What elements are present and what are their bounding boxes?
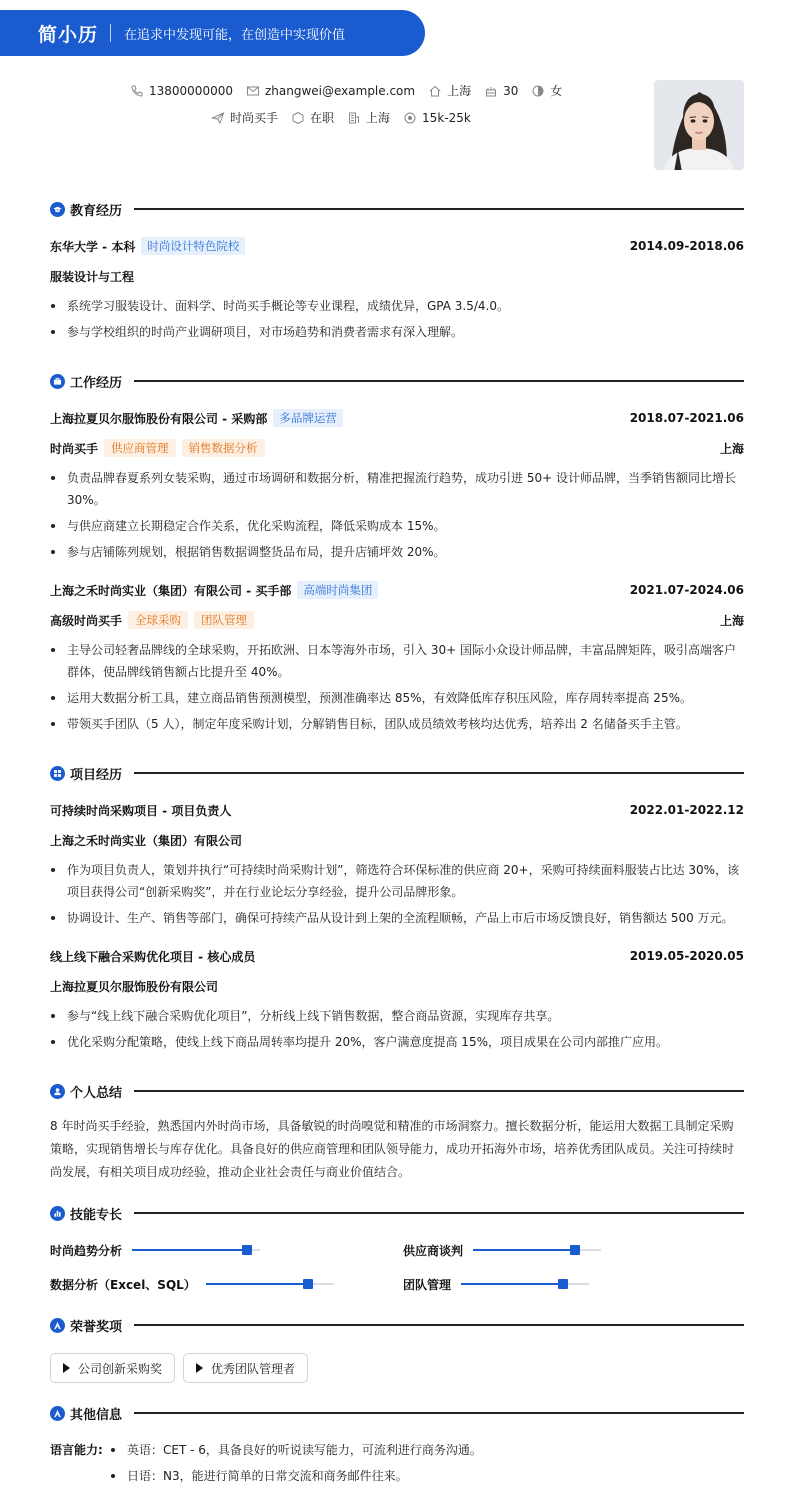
skill-level-bar bbox=[461, 1283, 589, 1285]
project-date: 2019.05-2020.05 bbox=[629, 949, 744, 963]
status-icon bbox=[291, 111, 305, 125]
skill-name: 团队管理 bbox=[403, 1277, 452, 1292]
project-name: 线上线下融合采购优化项目 - 核心成员 bbox=[50, 949, 256, 964]
job-city: 上海 bbox=[719, 441, 744, 456]
list-item: 作为项目负责人，策划并执行“可持续时尚采购计划”，筛选符合环保标准的供应商 20+，采购可持续面料服装占比达 30%，该项目获得公司“创新采购奖”，并在行业论坛分享经验，提升公司品牌形象。 bbox=[50, 859, 744, 903]
section-divider bbox=[134, 208, 744, 210]
award-name: 优秀团队管理者 bbox=[211, 1361, 296, 1376]
section-title: 工作经历 bbox=[70, 375, 123, 391]
list-item: 负责品牌春夏系列女装采购，通过市场调研和数据分析，精准把握流行趋势，成功引进 50+ 设计师品牌，当季销售额同比增长 30%。 bbox=[50, 467, 744, 511]
language-icon bbox=[50, 1406, 65, 1421]
skill-level-fill bbox=[473, 1249, 575, 1251]
list-item: 与供应商建立长期稳定合作关系，优化采购流程，降低采购成本 15%。 bbox=[50, 515, 744, 537]
gender-text: 女 bbox=[550, 84, 563, 98]
job-title-row bbox=[50, 439, 744, 457]
list-item: 参与店铺陈列规划，根据销售数据调整货品布局，提升店铺坪效 20%。 bbox=[50, 541, 744, 563]
gender-item bbox=[531, 82, 562, 99]
age-text: 30 bbox=[503, 83, 519, 98]
skill-tag: 销售数据分析 bbox=[182, 439, 265, 457]
skill-level-knob bbox=[570, 1245, 580, 1255]
skill-item bbox=[403, 1275, 589, 1293]
skill-name: 数据分析（Excel、SQL） bbox=[50, 1277, 196, 1292]
section-others-header bbox=[50, 1403, 744, 1423]
status-text: 在职 bbox=[310, 111, 335, 125]
section-divider bbox=[134, 1412, 744, 1414]
major-name: 服装设计与工程 bbox=[50, 269, 135, 284]
home-icon bbox=[428, 84, 442, 98]
skill-level-bar bbox=[206, 1283, 334, 1285]
play-icon bbox=[196, 1363, 203, 1373]
phone-text[interactable]: 13800000000 bbox=[149, 83, 233, 98]
skill-level-bar bbox=[473, 1249, 601, 1251]
skill-tag: 全球采购 bbox=[128, 611, 188, 629]
education-header-row bbox=[50, 237, 744, 255]
project-header-row bbox=[50, 801, 744, 819]
graduation-cap-icon bbox=[50, 202, 65, 217]
profile-photo bbox=[654, 80, 744, 170]
project-org-row bbox=[50, 977, 744, 995]
brand-logo: 简小历 bbox=[38, 23, 99, 46]
status-item bbox=[291, 109, 334, 126]
job-date: 2018.07-2021.06 bbox=[629, 411, 744, 425]
award-icon bbox=[50, 1318, 65, 1333]
skill-level-fill bbox=[132, 1249, 247, 1251]
skill-level-knob bbox=[242, 1245, 252, 1255]
list-item: 参与学校组织的时尚产业调研项目，对市场趋势和消费者需求有深入理解。 bbox=[50, 321, 744, 343]
job-city: 上海 bbox=[719, 613, 744, 628]
company-name: 上海拉夏贝尔服饰股份有限公司 - 采购部 bbox=[50, 411, 268, 426]
language-label: 语言能力: bbox=[50, 1443, 103, 1457]
project-date: 2022.01-2022.12 bbox=[629, 803, 744, 817]
award-item bbox=[50, 1353, 175, 1383]
email-item bbox=[246, 84, 415, 98]
project-name: 可持续时尚采购项目 - 项目负责人 bbox=[50, 803, 232, 818]
list-item: 主导公司轻奢品牌线的全球采购，开拓欧洲、日本等海外市场，引入 30+ 国际小众设计师品牌，丰富品牌矩阵，吸引高端客户群体，使品牌线销售额占比提升至 40%。 bbox=[50, 639, 744, 683]
city-text: 上海 bbox=[366, 111, 391, 125]
project-org-row bbox=[50, 831, 744, 849]
education-date: 2014.09-2018.06 bbox=[629, 239, 744, 253]
skill-tag: 团队管理 bbox=[194, 611, 254, 629]
project-header-row bbox=[50, 947, 744, 965]
building-icon bbox=[347, 111, 361, 125]
section-awards-header bbox=[50, 1315, 744, 1335]
job-header-row bbox=[50, 581, 744, 599]
list-item: 日语：N3，能进行简单的日常交流和商务邮件往来。 bbox=[110, 1467, 408, 1485]
age-item bbox=[484, 84, 518, 98]
company-tag: 高端时尚集团 bbox=[297, 581, 378, 599]
major-row bbox=[50, 267, 744, 285]
award-item bbox=[183, 1353, 308, 1383]
section-title: 教育经历 bbox=[70, 203, 123, 219]
list-item: 协调设计、生产、销售等部门，确保可持续产品从设计到上架的全流程顺畅，产品上市后市场反馈良好，销售额达 500 万元。 bbox=[50, 907, 744, 929]
skill-item bbox=[50, 1275, 334, 1293]
salary-text: 15k-25k bbox=[422, 110, 471, 125]
section-title: 技能专长 bbox=[70, 1207, 123, 1223]
send-icon bbox=[211, 111, 225, 125]
bar-chart-icon bbox=[50, 1206, 65, 1221]
email-text[interactable]: zhangwei@example.com bbox=[264, 83, 416, 98]
skill-level-knob bbox=[558, 1279, 568, 1289]
position-item bbox=[211, 109, 278, 126]
portrait-image bbox=[654, 80, 744, 170]
section-divider bbox=[134, 1090, 744, 1092]
company-tag: 多品牌运营 bbox=[273, 409, 343, 427]
contact-row bbox=[130, 82, 575, 99]
award-name: 公司创新采购奖 bbox=[78, 1361, 163, 1376]
salary-item bbox=[403, 111, 471, 125]
job-title: 高级时尚买手 bbox=[50, 613, 123, 628]
section-projects-header bbox=[50, 763, 744, 783]
skill-level-knob bbox=[303, 1279, 313, 1289]
job-title-row bbox=[50, 611, 744, 629]
play-icon bbox=[63, 1363, 70, 1373]
phone-icon bbox=[130, 84, 144, 98]
section-title: 个人总结 bbox=[70, 1085, 123, 1101]
section-title: 其他信息 bbox=[70, 1407, 123, 1423]
briefcase-icon bbox=[50, 374, 65, 389]
section-divider bbox=[134, 380, 744, 382]
project-org: 上海之禾时尚实业（集团）有限公司 bbox=[50, 833, 243, 848]
section-title: 荣誉奖项 bbox=[70, 1319, 123, 1335]
skill-level-fill bbox=[206, 1283, 308, 1285]
section-summary-header bbox=[50, 1081, 744, 1101]
section-work-header bbox=[50, 371, 744, 391]
phone-item bbox=[130, 84, 233, 98]
list-item: 运用大数据分析工具，建立商品销售预测模型，预测准确率达 85%，有效降低库存积压风险，库存周转率提高 25%。 bbox=[50, 687, 744, 709]
intent-row bbox=[211, 109, 484, 126]
mail-icon bbox=[246, 84, 260, 98]
skill-item bbox=[50, 1241, 260, 1259]
location-text: 上海 bbox=[447, 84, 472, 98]
job-header-row bbox=[50, 409, 744, 427]
banner-divider bbox=[110, 24, 111, 42]
slogan: 在追求中发现可能，在创造中实现价值 bbox=[124, 27, 346, 43]
city-item bbox=[347, 109, 390, 126]
header-banner bbox=[0, 10, 425, 56]
job-title: 时尚买手 bbox=[50, 441, 99, 456]
skill-name: 时尚趋势分析 bbox=[50, 1243, 123, 1258]
school-name: 东华大学 - 本科 bbox=[50, 239, 136, 254]
position-text: 时尚买手 bbox=[230, 111, 279, 125]
skill-level-fill bbox=[461, 1283, 563, 1285]
user-icon bbox=[50, 1084, 65, 1099]
salary-icon bbox=[403, 111, 417, 125]
list-item: 参与“线上线下融合采购优化项目”，分析线上线下销售数据，整合商品资源，实现库存共享。 bbox=[50, 1005, 744, 1027]
summary-text: 8 年时尚买手经验，熟悉国内外时尚市场，具备敏锐的时尚嗅觉和精准的市场洞察力。擅长数据分析，能运用大数据工具制定采购策略，实现销售增长与库存优化。具备良好的供应商管理和团队领导能力，成功开拓海外市场，培养优秀团队成员。关注可持续时尚发展，有相关项目成功经验，推动企业社会责任与商业价值结合。 bbox=[50, 1119, 735, 1179]
skill-tag: 供应商管理 bbox=[104, 439, 176, 457]
list-item: 系统学习服装设计、面料学、时尚买手概论等专业课程，成绩优异，GPA 3.5/4.0。 bbox=[50, 295, 744, 317]
section-title: 项目经历 bbox=[70, 767, 123, 783]
skill-name: 供应商谈判 bbox=[403, 1243, 464, 1258]
section-divider bbox=[134, 772, 744, 774]
age-icon bbox=[484, 84, 498, 98]
grid-icon bbox=[50, 766, 65, 781]
skill-item bbox=[403, 1241, 601, 1259]
company-name: 上海之禾时尚实业（集团）有限公司 - 买手部 bbox=[50, 583, 292, 598]
gender-icon bbox=[531, 84, 545, 98]
list-item: 英语：CET - 6，具备良好的听说读写能力，可流利进行商务沟通。 bbox=[110, 1441, 482, 1459]
school-tag: 时尚设计特色院校 bbox=[141, 237, 245, 255]
section-education-header bbox=[50, 199, 744, 219]
skill-level-bar bbox=[132, 1249, 260, 1251]
location-item bbox=[428, 82, 471, 99]
section-divider bbox=[134, 1212, 744, 1214]
list-item: 优化采购分配策略，使线上线下商品周转率均提升 20%，客户满意度提高 15%，项目成果在公司内部推广应用。 bbox=[50, 1031, 744, 1053]
job-date: 2021.07-2024.06 bbox=[629, 583, 744, 597]
project-org: 上海拉夏贝尔服饰股份有限公司 bbox=[50, 979, 219, 994]
list-item: 带领买手团队（5 人），制定年度采购计划，分解销售目标，团队成员绩效考核均达优秀，培养出 2 名储备买手主管。 bbox=[50, 713, 744, 735]
section-divider bbox=[134, 1324, 744, 1326]
section-skills-header bbox=[50, 1203, 744, 1223]
